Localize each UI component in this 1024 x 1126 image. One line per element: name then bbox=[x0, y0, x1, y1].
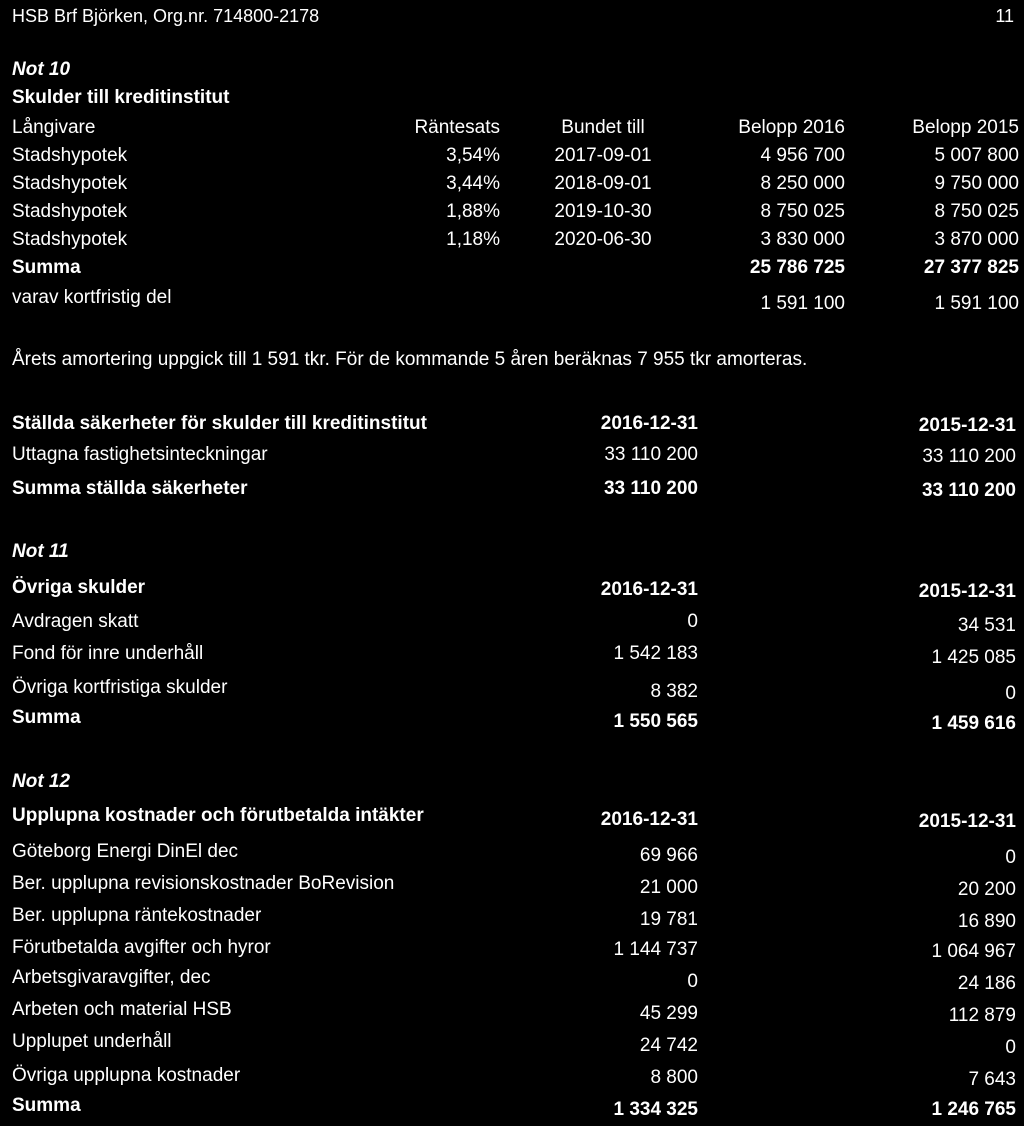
pledged-title: Ställda säkerheter för skulder till kreditinstitut bbox=[12, 413, 427, 434]
table-row bbox=[0, 676, 1024, 704]
sum-label: Summa ställda säkerheter bbox=[12, 478, 248, 499]
document-header: HSB Brf Björken, Org.nr. 714800-2178 bbox=[12, 6, 320, 26]
amount-2016-cell: 8 750 025 bbox=[760, 201, 845, 222]
column-header-amount-2016: Belopp 2016 bbox=[738, 117, 845, 138]
pledged-header-row bbox=[0, 412, 1024, 436]
bound-cell: 2020-06-30 bbox=[554, 229, 652, 250]
column-header-lender: Långivare bbox=[12, 117, 96, 138]
note-12-col-2015: 2015-12-31 bbox=[918, 811, 1016, 832]
rate-cell: 3,44% bbox=[446, 173, 500, 194]
table-row bbox=[0, 904, 1024, 932]
value-2015: 34 531 bbox=[957, 615, 1016, 636]
page-number: 11 bbox=[995, 6, 1014, 26]
sum-row bbox=[0, 256, 1024, 280]
value-2016: 1 542 183 bbox=[613, 643, 698, 664]
amortization-paragraph: Årets amortering uppgick till 1 591 tkr. För de kommande 5 åren beräknas 7 955 tkr amorteras. bbox=[12, 349, 808, 370]
short-term-2016: 1 591 100 bbox=[760, 293, 845, 314]
rate-cell: 1,88% bbox=[446, 201, 500, 222]
table-row bbox=[0, 840, 1024, 868]
value-2016: 24 742 bbox=[639, 1035, 698, 1056]
table-row bbox=[0, 998, 1024, 1026]
row-label: Uttagna fastighetsinteckningar bbox=[12, 444, 268, 465]
table-row bbox=[0, 172, 1024, 196]
column-header-rate: Räntesats bbox=[414, 117, 500, 138]
column-header-bound: Bundet till bbox=[561, 117, 645, 138]
short-term-row bbox=[0, 286, 1024, 314]
row-label: Avdragen skatt bbox=[12, 611, 139, 632]
sum-row bbox=[0, 477, 1024, 501]
short-term-2015: 1 591 100 bbox=[934, 293, 1019, 314]
note-11-header-row bbox=[0, 576, 1024, 600]
value-2015: 0 bbox=[1005, 683, 1016, 704]
amount-2015-cell: 3 870 000 bbox=[934, 229, 1019, 250]
value-2016: 33 110 200 bbox=[604, 444, 698, 465]
sum-row bbox=[0, 706, 1024, 734]
row-label: Ber. upplupna räntekostnader bbox=[12, 905, 262, 926]
note-10-label: Not 10 bbox=[12, 59, 71, 80]
value-2016: 8 800 bbox=[650, 1067, 698, 1088]
value-2016: 1 144 737 bbox=[613, 939, 698, 960]
value-2016: 0 bbox=[687, 971, 698, 992]
amount-2016-cell: 3 830 000 bbox=[760, 229, 845, 250]
amount-2016-cell: 8 250 000 bbox=[760, 173, 845, 194]
sum-2016: 1 550 565 bbox=[613, 711, 698, 732]
lender-cell: Stadshypotek bbox=[12, 173, 128, 194]
sum-label: Summa bbox=[12, 257, 81, 278]
value-2015: 0 bbox=[1005, 1037, 1016, 1058]
note-11-title: Övriga skulder bbox=[12, 577, 146, 598]
row-label: Arbetsgivaravgifter, dec bbox=[12, 967, 211, 988]
value-2015: 0 bbox=[1005, 847, 1016, 868]
column-header-amount-2015: Belopp 2015 bbox=[912, 117, 1019, 138]
note-12-label: Not 12 bbox=[12, 771, 71, 792]
lender-cell: Stadshypotek bbox=[12, 145, 128, 166]
sum-label: Summa bbox=[12, 1095, 81, 1116]
table-row bbox=[0, 936, 1024, 960]
table-row bbox=[0, 144, 1024, 168]
sum-2016: 33 110 200 bbox=[603, 478, 698, 499]
value-2016: 19 781 bbox=[639, 909, 698, 930]
sum-label: Summa bbox=[12, 707, 81, 728]
amount-2015-cell: 5 007 800 bbox=[934, 145, 1019, 166]
table-row bbox=[0, 443, 1024, 467]
sum-2016: 1 334 325 bbox=[613, 1099, 698, 1120]
table-row bbox=[0, 872, 1024, 900]
note-12-header-row bbox=[0, 804, 1024, 832]
bound-cell: 2018-09-01 bbox=[554, 173, 652, 194]
pledged-col-2015: 2015-12-31 bbox=[918, 415, 1016, 436]
sum-2015: 1 459 616 bbox=[931, 713, 1016, 734]
bound-cell: 2019-10-30 bbox=[554, 201, 652, 222]
sum-row bbox=[0, 1094, 1024, 1118]
table-row bbox=[0, 1030, 1024, 1058]
row-label: Ber. upplupna revisionskostnader BoRevision bbox=[12, 873, 395, 894]
table-row bbox=[0, 966, 1024, 994]
row-label: Fond för inre underhåll bbox=[12, 643, 204, 664]
value-2016: 45 299 bbox=[639, 1003, 698, 1024]
bound-cell: 2017-09-01 bbox=[554, 145, 652, 166]
note-10-title: Skulder till kreditinstitut bbox=[12, 87, 230, 108]
amount-2016-cell: 4 956 700 bbox=[760, 145, 845, 166]
rate-cell: 1,18% bbox=[446, 229, 500, 250]
table-row bbox=[0, 610, 1024, 634]
lender-cell: Stadshypotek bbox=[12, 201, 128, 222]
value-2015: 1 425 085 bbox=[931, 647, 1016, 668]
sum-2015: 33 110 200 bbox=[921, 480, 1016, 501]
note-10-column-headers bbox=[0, 116, 1024, 140]
value-2016: 69 966 bbox=[639, 845, 698, 866]
short-term-label: varav kortfristig del bbox=[12, 287, 172, 308]
note-11-col-2015: 2015-12-31 bbox=[918, 581, 1016, 602]
note-12-col-2016: 2016-12-31 bbox=[600, 809, 698, 830]
row-label: Övriga kortfristiga skulder bbox=[12, 677, 228, 698]
row-label: Övriga upplupna kostnader bbox=[12, 1065, 241, 1086]
sum-2015: 27 377 825 bbox=[923, 257, 1019, 278]
amount-2015-cell: 8 750 025 bbox=[934, 201, 1019, 222]
row-label: Göteborg Energi DinEl dec bbox=[12, 841, 239, 862]
note-11-col-2016: 2016-12-31 bbox=[600, 579, 698, 600]
table-row bbox=[0, 200, 1024, 224]
amount-2015-cell: 9 750 000 bbox=[934, 173, 1019, 194]
value-2015: 1 064 967 bbox=[931, 941, 1016, 962]
sum-2015: 1 246 765 bbox=[931, 1099, 1016, 1120]
note-12-title: Upplupna kostnader och förutbetalda intäkter bbox=[12, 805, 424, 826]
value-2015: 33 110 200 bbox=[922, 446, 1016, 467]
value-2015: 20 200 bbox=[957, 879, 1016, 900]
table-row bbox=[0, 228, 1024, 252]
rate-cell: 3,54% bbox=[446, 145, 500, 166]
value-2016: 0 bbox=[687, 611, 698, 632]
table-row bbox=[0, 642, 1024, 666]
sum-2016: 25 786 725 bbox=[749, 257, 845, 278]
row-label: Upplupet underhåll bbox=[12, 1031, 172, 1052]
value-2015: 7 643 bbox=[968, 1069, 1016, 1090]
row-label: Förutbetalda avgifter och hyror bbox=[12, 937, 271, 958]
value-2015: 112 879 bbox=[948, 1005, 1016, 1026]
value-2015: 24 186 bbox=[957, 973, 1016, 994]
pledged-col-2016: 2016-12-31 bbox=[600, 413, 698, 434]
value-2015: 16 890 bbox=[957, 911, 1016, 932]
value-2016: 21 000 bbox=[639, 877, 698, 898]
value-2016: 8 382 bbox=[650, 681, 698, 702]
note-11-label: Not 11 bbox=[12, 541, 69, 562]
table-row bbox=[0, 1064, 1024, 1088]
lender-cell: Stadshypotek bbox=[12, 229, 128, 250]
row-label: Arbeten och material HSB bbox=[12, 999, 232, 1020]
